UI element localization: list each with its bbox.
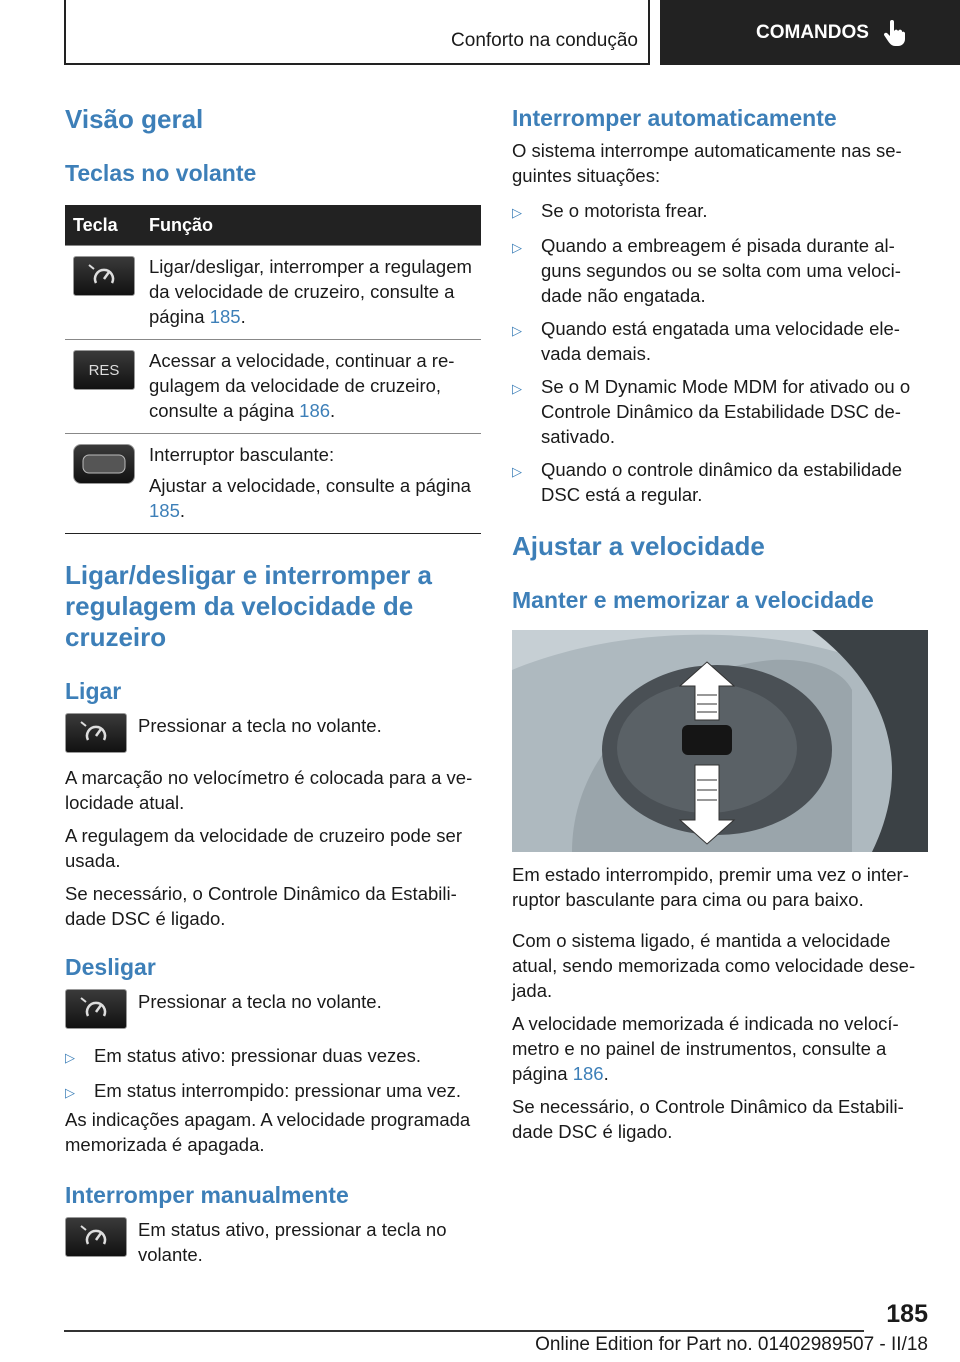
list-item: [512, 316, 928, 366]
paragraph: Se necessário, o Controle Dinâmico da Estabilidade DSC é ligado.: [512, 1096, 904, 1142]
list-item: [65, 1043, 481, 1070]
rocker-switch-icon: [73, 444, 135, 484]
paragraph: Se necessário, o Controle Dinâmico da Estabilidade DSC é ligado.: [65, 883, 457, 929]
table-row: [65, 245, 481, 339]
page-link[interactable]: 186: [299, 400, 331, 421]
page-number: 185: [886, 1300, 928, 1328]
instruction-manual: [65, 1217, 481, 1267]
instruction-text: Em status ativo, pressionar a tecla no volante.: [138, 1219, 447, 1265]
section-heading-toggle: Ligar/desligar e interromper a regulagem da velocidade de cruzeiro: [65, 560, 433, 652]
table-row: [65, 339, 481, 433]
row-tail: .: [330, 400, 336, 421]
res-button-icon: RES: [73, 350, 135, 390]
subheading-keep: Manter e memorizar a velocidade: [512, 587, 874, 613]
list-item: [512, 198, 928, 225]
table-row: [65, 433, 481, 533]
row-function-text: [149, 348, 481, 423]
bullet-text: Se o motorista frear.: [541, 200, 708, 221]
list-item: [512, 457, 928, 507]
col-header-key: Tecla: [73, 214, 118, 235]
bullet-text: Se o M Dynamic Mode MDM for ativado ou o Controle Dinâmico da Estabilidade DSC desativado.: [541, 376, 911, 447]
image-caption: Em estado interrompido, premir uma vez o interruptor basculante para cima ou para baixo.: [512, 864, 909, 910]
page-link[interactable]: 186: [572, 1063, 604, 1084]
paragraph: A regulagem da velocidade de cruzeiro pode ser usada.: [65, 825, 462, 871]
cruise-control-icon: [73, 256, 135, 296]
paragraph: [512, 1011, 928, 1086]
bullet-text: Quando a embreagem é pisada durante alguns segundos ou se solta com uma velocidade não engatada.: [541, 235, 901, 306]
cruise-control-icon: [65, 1217, 127, 1257]
list-item: [65, 1078, 481, 1105]
section-heading-overview: Visão geral: [65, 104, 204, 134]
row-tail: .: [240, 306, 246, 327]
footer-divider: [64, 1330, 864, 1332]
row-text: Acessar a velocidade, continuar a regulagem da velocidade de cruzeiro, consulte a página: [149, 350, 455, 421]
bullet-triangle-icon: ▷: [512, 323, 522, 338]
col-header-function: Função: [149, 214, 214, 235]
paragraph: Com o sistema ligado, é mantida a velocidade atual, sendo memorizada como velocidade desejada.: [512, 930, 916, 1001]
bullet-text: Em status interrompido: pressionar uma vez.: [94, 1080, 462, 1101]
instruction-text: Pressionar a tecla no volante.: [138, 991, 382, 1012]
cruise-control-icon: [65, 713, 127, 753]
paragraph-text: A velocidade memorizada é indicada no velocímetro e no painel de instrumentos, consulte a página: [512, 1013, 899, 1084]
list-item: [512, 233, 928, 308]
steering-wheel-rocker-image: [512, 630, 928, 852]
bullet-text: Quando está engatada uma velocidade elevada demais.: [541, 318, 900, 364]
bullet-triangle-icon: ▷: [65, 1085, 75, 1100]
bullet-triangle-icon: ▷: [512, 381, 522, 396]
row-text: Ligar/desligar, interromper a regulagem da velocidade de cruzeiro, consulte a página: [149, 256, 472, 327]
row-text: Interruptor basculante:: [149, 444, 335, 465]
subheading-off: Desligar: [65, 954, 156, 980]
keys-table: [65, 205, 481, 534]
bullet-triangle-icon: ▷: [512, 464, 522, 479]
page-link[interactable]: 185: [149, 500, 180, 521]
bullet-triangle-icon: ▷: [65, 1050, 75, 1065]
list-item: [512, 374, 928, 449]
chapter-label: COMANDOS: [756, 21, 869, 43]
paragraph: A marcação no velocímetro é colocada para a velocidade atual.: [65, 767, 473, 813]
footer-edition: Online Edition for Part no. 01402989507 - II/18: [535, 1334, 928, 1355]
instruction-on: [65, 713, 481, 753]
row-text: Ajustar a velocidade, consulte a página: [149, 475, 471, 496]
right-column: [512, 100, 928, 1144]
section-title: Conforto na condução: [451, 30, 638, 51]
bullet-triangle-icon: ▷: [512, 240, 522, 255]
chapter-tab[interactable]: [660, 0, 960, 65]
cruise-control-icon: [65, 989, 127, 1029]
paragraph-tail: .: [603, 1063, 609, 1084]
paragraph: As indicações apagam. A velocidade programada memorizada é apagada.: [65, 1109, 471, 1155]
subheading-auto: Interromper automaticamente: [512, 105, 837, 131]
bullet-text: Quando o controle dinâmico da estabilidade DSC está a regular.: [541, 459, 902, 505]
bullet-text: Em status ativo: pressionar duas vezes.: [94, 1045, 421, 1066]
subheading-on: Ligar: [65, 678, 122, 704]
page-link[interactable]: 185: [209, 306, 241, 327]
hand-pointer-icon: [883, 20, 905, 46]
row-function-text: [149, 254, 481, 329]
instruction-text: Pressionar a tecla no volante.: [138, 715, 382, 736]
table-header: [65, 205, 481, 245]
subheading-keys: Teclas no volante: [65, 160, 257, 186]
left-column: [65, 100, 481, 1267]
row-tail: .: [179, 500, 186, 521]
row-function-text: [149, 442, 481, 523]
subheading-manual: Interromper manualmente: [65, 1182, 349, 1208]
section-heading-adjust: Ajustar a velocidade: [512, 531, 765, 561]
bullet-triangle-icon: ▷: [512, 205, 522, 220]
instruction-off: [65, 989, 481, 1029]
paragraph: O sistema interrompe automaticamente nas seguintes situações:: [512, 140, 902, 186]
